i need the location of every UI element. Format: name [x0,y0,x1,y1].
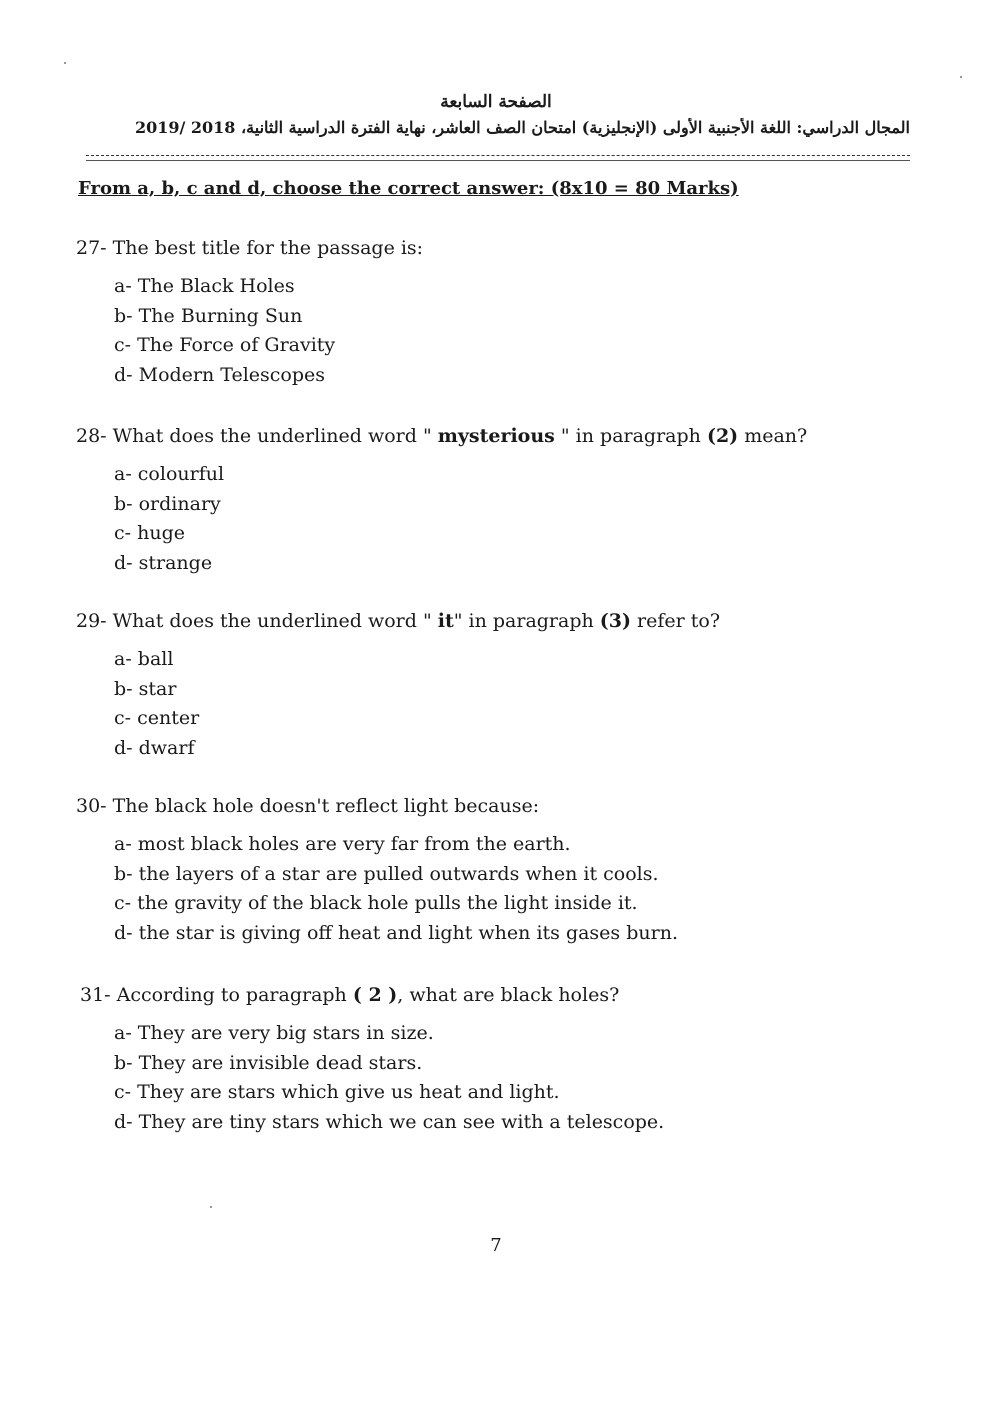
option-d[interactable]: d- Modern Telescopes [114,363,326,386]
keyword-mysterious: mysterious [437,425,555,447]
question-stem [76,609,936,633]
paragraph-reference: (2) [706,425,739,447]
question-text: " in paragraph [453,610,600,632]
option-a[interactable]: a- ball [114,648,174,670]
question-number: 28- [76,425,107,447]
header-divider [86,160,910,161]
option-a[interactable]: a- colourful [114,463,225,485]
question-28 [76,424,936,578]
header-divider [86,155,910,156]
question-31 [80,983,940,1137]
question-number: 29- [76,610,107,632]
option-d[interactable]: d- strange [114,551,213,574]
option-b[interactable]: b- the layers of a star are pulled outwards when it cools. [114,862,659,885]
option-d[interactable]: d- dwarf [114,736,195,759]
scan-speck [960,76,962,78]
question-text: What does the underlined word " [112,610,438,632]
paragraph-reference: (3) [599,610,631,632]
question-text: What does the underlined word " [112,425,438,447]
question-30 [76,794,936,948]
question-text: The best title for the passage is: [112,237,424,259]
question-text: According to paragraph [116,984,353,1006]
option-b[interactable]: b- star [114,677,177,700]
option-a[interactable]: a- The Black Holes [114,275,295,297]
option-a[interactable]: a- They are very big stars in size. [114,1022,434,1044]
question-stem [76,424,936,448]
question-29 [76,609,936,763]
header-page-label: الصفحة السابعة [440,92,552,112]
option-a[interactable]: a- most black holes are very far from the earth. [114,833,571,855]
question-number: 30- [76,795,107,817]
question-stem [80,983,940,1007]
question-text: mean? [738,425,808,447]
option-c[interactable]: c- center [114,707,200,729]
keyword-it: it [437,610,454,632]
option-list [76,645,936,763]
option-d[interactable]: d- They are tiny stars which we can see with a telescope. [114,1110,665,1133]
question-stem [76,236,936,260]
option-c[interactable]: c- The Force of Gravity [114,334,336,356]
question-text: The black hole doesn't reflect light because: [112,795,540,817]
option-b[interactable]: b- They are invisible dead stars. [114,1051,423,1074]
question-text: refer to? [630,610,721,632]
scan-speck [210,1206,212,1208]
question-number: 27- [76,237,107,259]
option-c[interactable]: c- huge [114,522,185,544]
question-stem [76,794,936,818]
option-b[interactable]: b- ordinary [114,492,221,515]
option-d[interactable]: d- the star is giving off heat and light when its gases burn. [114,921,678,944]
question-27 [76,236,936,390]
option-list [76,272,936,390]
option-list [76,830,936,948]
page-number: 7 [490,1235,502,1256]
question-text: " in paragraph [554,425,707,447]
option-b[interactable]: b- The Burning Sun [114,304,303,327]
instruction-heading: From a, b, c and d, choose the correct answer: (8x10 = 80 Marks) [78,178,739,199]
option-c[interactable]: c- the gravity of the black hole pulls the light inside it. [114,892,638,914]
option-list [76,460,936,578]
question-text: , what are black holes? [397,984,620,1006]
paragraph-reference: ( 2 ) [352,984,398,1006]
header-exam-line: المجال الدراسي: اللغة الأجنبية الأولى (الإنجليزية) امتحان الصف العاشر، نهاية الفترة الدراسية الثانية، 2018 /2019 [134,118,910,137]
option-list [80,1019,940,1137]
question-number: 31- [80,984,111,1006]
scan-speck [64,62,66,64]
option-c[interactable]: c- They are stars which give us heat and light. [114,1081,560,1103]
